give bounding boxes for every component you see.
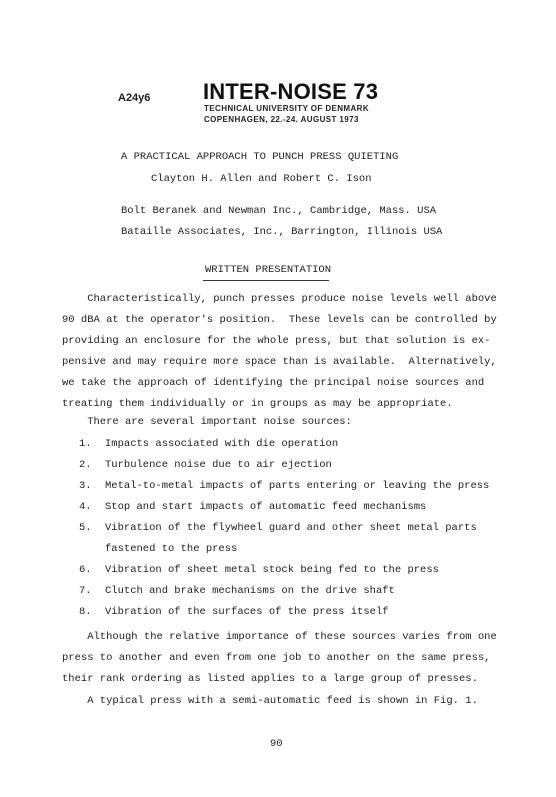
list-number: 1.: [79, 438, 92, 450]
list-number: 4.: [79, 501, 92, 513]
list-text: Impacts associated with die operation: [105, 438, 339, 450]
list-number: 3.: [79, 480, 92, 492]
list-item: [62, 476, 498, 497]
paper-title: A PRACTICAL APPROACH TO PUNCH PRESS QUIETING: [121, 151, 399, 163]
list-item: [62, 455, 498, 476]
paragraph-1: [62, 289, 498, 415]
page-number: 90: [270, 738, 283, 750]
paper-id: A24y6: [118, 92, 151, 104]
list-text: Vibration of the flywheel guard and other sheet metal parts: [105, 522, 477, 534]
list-number: 2.: [79, 459, 92, 471]
text-line: A typical press with a semi-automatic feed is shown in Fig. 1.: [62, 695, 478, 707]
text-line: treating them individually or in groups as may be appropriate.: [62, 398, 453, 410]
text-line: providing an enclosure for the whole press, but that solution is ex-: [62, 335, 491, 347]
list-item: [62, 581, 498, 602]
text-line: pensive and may require more space than is available. Alternatively,: [62, 356, 497, 368]
list-text: fastened to the press: [105, 543, 238, 555]
text-line: Although the relative importance of these sources varies from one: [62, 631, 497, 643]
list-number: 8.: [79, 606, 92, 618]
list-text: Clutch and brake mechanisms on the drive shaft: [105, 585, 395, 597]
conference-institution: TECHNICAL UNIVERSITY OF DENMARK: [204, 104, 370, 113]
list-item-continuation: [62, 539, 498, 560]
list-item: [62, 497, 498, 518]
section-underline: [203, 280, 329, 281]
text-line: press to another and even from one job to another on the same press,: [62, 652, 491, 664]
list-text: Stop and start impacts of automatic feed mechanisms: [105, 501, 427, 513]
paragraph-2: [62, 627, 498, 690]
conference-place-date: COPENHAGEN, 22.-24. AUGUST 1973: [204, 115, 359, 124]
conference-title: INTER-NOISE 73: [203, 79, 379, 104]
affiliation-2: Bataille Associates, Inc., Barrington, Illinois USA: [121, 226, 443, 238]
list-text: Metal-to-metal impacts of parts entering or leaving the press: [105, 480, 490, 492]
text-line: their rank ordering as listed applies to a large group of presses.: [62, 673, 478, 685]
authors: Clayton H. Allen and Robert C. Ison: [151, 173, 372, 185]
list-item: [62, 434, 498, 455]
section-heading: WRITTEN PRESENTATION: [205, 264, 332, 276]
list-text: Vibration of sheet metal stock being fed to the press: [105, 564, 439, 576]
noise-source-list: [62, 434, 498, 623]
list-intro: There are several important noise sources:: [62, 416, 352, 428]
list-number: 5.: [79, 522, 92, 534]
list-item: [62, 602, 498, 623]
list-text: Turbulence noise due to air ejection: [105, 459, 332, 471]
list-number: 6.: [79, 564, 92, 576]
list-item: [62, 560, 498, 581]
paragraph-3: [62, 691, 498, 712]
list-number: 7.: [79, 585, 92, 597]
text-line: we take the approach of identifying the principal noise sources and: [62, 377, 485, 389]
text-line: 90 dBA at the operator's position. These levels can be controlled by: [62, 314, 497, 326]
list-text: Vibration of the surfaces of the press itself: [105, 606, 389, 618]
affiliation-1: Bolt Beranek and Newman Inc., Cambridge, Mass. USA: [121, 205, 437, 217]
list-item: [62, 518, 498, 539]
text-line: Characteristically, punch presses produce noise levels well above: [62, 293, 497, 305]
